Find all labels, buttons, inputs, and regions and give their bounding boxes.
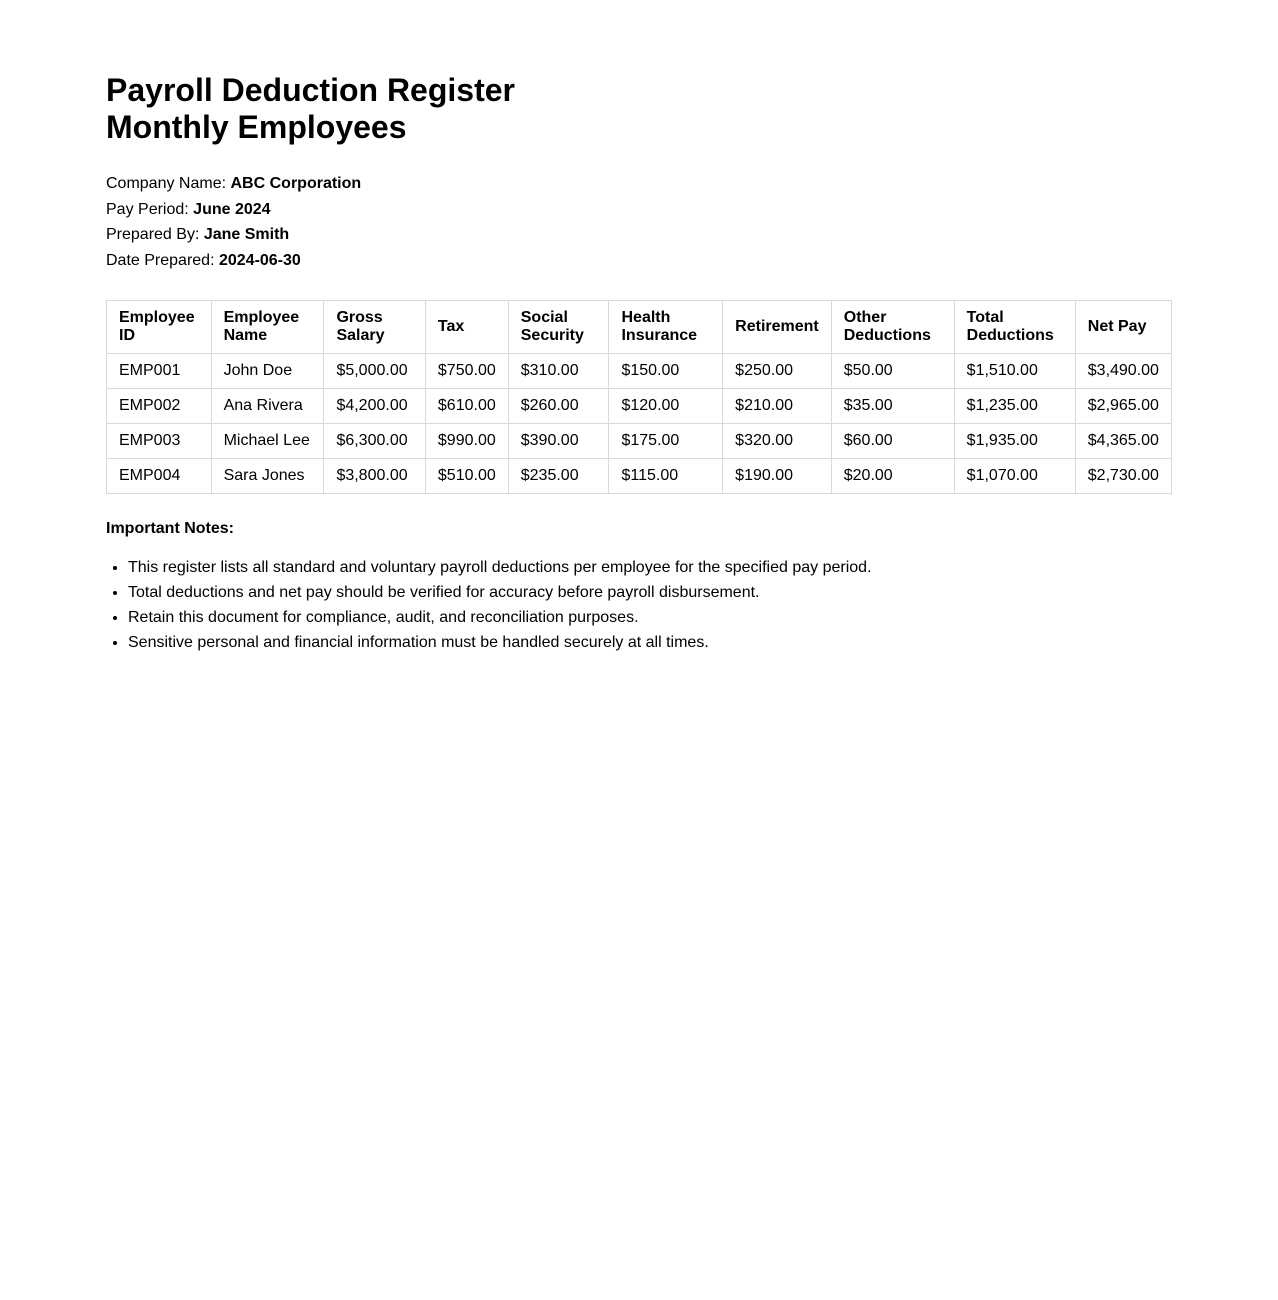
table-cell: $5,000.00 — [324, 353, 425, 388]
table-cell: $115.00 — [609, 458, 723, 493]
table-cell: $610.00 — [425, 388, 508, 423]
table-cell: $210.00 — [723, 388, 832, 423]
table-cell: $4,200.00 — [324, 388, 425, 423]
table-cell: EMP003 — [107, 423, 212, 458]
table-cell: $250.00 — [723, 353, 832, 388]
page-title — [106, 72, 1172, 146]
column-header: Health Insurance — [609, 300, 723, 353]
column-header: Total Deductions — [954, 300, 1075, 353]
table-cell: $190.00 — [723, 458, 832, 493]
table-cell: $235.00 — [508, 458, 609, 493]
table-cell: EMP002 — [107, 388, 212, 423]
table-cell: $50.00 — [831, 353, 954, 388]
table-cell: $4,365.00 — [1075, 423, 1171, 458]
meta-pay-period — [106, 197, 1172, 223]
table-row — [107, 388, 1172, 423]
column-header: Tax — [425, 300, 508, 353]
meta-company — [106, 171, 1172, 197]
notes-list — [106, 555, 1172, 655]
table-header-row — [107, 300, 1172, 353]
table-cell: $990.00 — [425, 423, 508, 458]
notes-heading: Important Notes: — [106, 519, 234, 537]
table-cell: $1,935.00 — [954, 423, 1075, 458]
table-cell: $3,800.00 — [324, 458, 425, 493]
meta-date-prepared-value: 2024-06-30 — [218, 252, 301, 270]
meta-company-value: ABC Corporation — [230, 175, 362, 192]
table-cell: $1,235.00 — [954, 388, 1075, 423]
table-cell: $60.00 — [831, 423, 954, 458]
table-cell: $750.00 — [425, 353, 508, 388]
meta-pay-period-value: June 2024 — [193, 200, 271, 218]
meta-prepared-by-label: Prepared By: — [106, 226, 200, 244]
meta-date-prepared-label: Date Prepared: — [106, 252, 215, 270]
table-cell: $2,965.00 — [1075, 388, 1171, 423]
table-cell: Ana Rivera — [211, 388, 324, 423]
document-meta — [106, 171, 1172, 274]
table-cell: $3,490.00 — [1075, 353, 1171, 388]
meta-date-prepared — [106, 248, 1172, 274]
list-item: • Retain this document for compliance, audit, and reconciliation purposes. — [128, 605, 1172, 630]
column-header: Other Deductions — [831, 300, 954, 353]
column-header: Employee ID — [107, 300, 212, 353]
column-header: Gross Salary — [324, 300, 425, 353]
table-cell: $510.00 — [425, 458, 508, 493]
list-item: • Total deductions and net pay should be verified for accuracy before payroll disbursement. — [128, 580, 1172, 605]
table-cell: $320.00 — [723, 423, 832, 458]
table-cell: $35.00 — [831, 388, 954, 423]
column-header: Social Security — [508, 300, 609, 353]
table-cell: $175.00 — [609, 423, 723, 458]
table-cell: $2,730.00 — [1075, 458, 1171, 493]
table-cell: $1,070.00 — [954, 458, 1075, 493]
table-cell: Michael Lee — [211, 423, 324, 458]
column-header: Retirement — [723, 300, 832, 353]
table-cell: $6,300.00 — [324, 423, 425, 458]
table-cell: EMP001 — [107, 353, 212, 388]
document-page — [106, 72, 1172, 655]
table-cell: $390.00 — [508, 423, 609, 458]
table-cell: $310.00 — [508, 353, 609, 388]
table-cell: $120.00 — [609, 388, 723, 423]
table-row — [107, 353, 1172, 388]
table-cell: John Doe — [211, 353, 324, 388]
meta-prepared-by — [106, 222, 1172, 248]
table-cell: Sara Jones — [211, 458, 324, 493]
table-cell: $260.00 — [508, 388, 609, 423]
meta-prepared-by-value: Jane Smith — [203, 226, 290, 244]
title-line-1: Payroll Deduction Register — [106, 72, 515, 108]
column-header: Employee Name — [211, 300, 324, 353]
meta-company-label: Company Name: — [106, 175, 227, 192]
table-cell: $20.00 — [831, 458, 954, 493]
list-item: • Sensitive personal and financial information must be handled securely at all times. — [128, 630, 1172, 655]
meta-pay-period-label: Pay Period: — [106, 200, 189, 218]
table-cell: $150.00 — [609, 353, 723, 388]
table-cell: EMP004 — [107, 458, 212, 493]
table-row — [107, 458, 1172, 493]
title-line-2: Monthly Employees — [106, 109, 407, 145]
list-item: • This register lists all standard and voluntary payroll deductions per employee for the specified pay period. — [128, 555, 1172, 580]
deduction-register-table — [106, 300, 1172, 494]
table-cell: $1,510.00 — [954, 353, 1075, 388]
column-header: Net Pay — [1075, 300, 1171, 353]
table-row — [107, 423, 1172, 458]
